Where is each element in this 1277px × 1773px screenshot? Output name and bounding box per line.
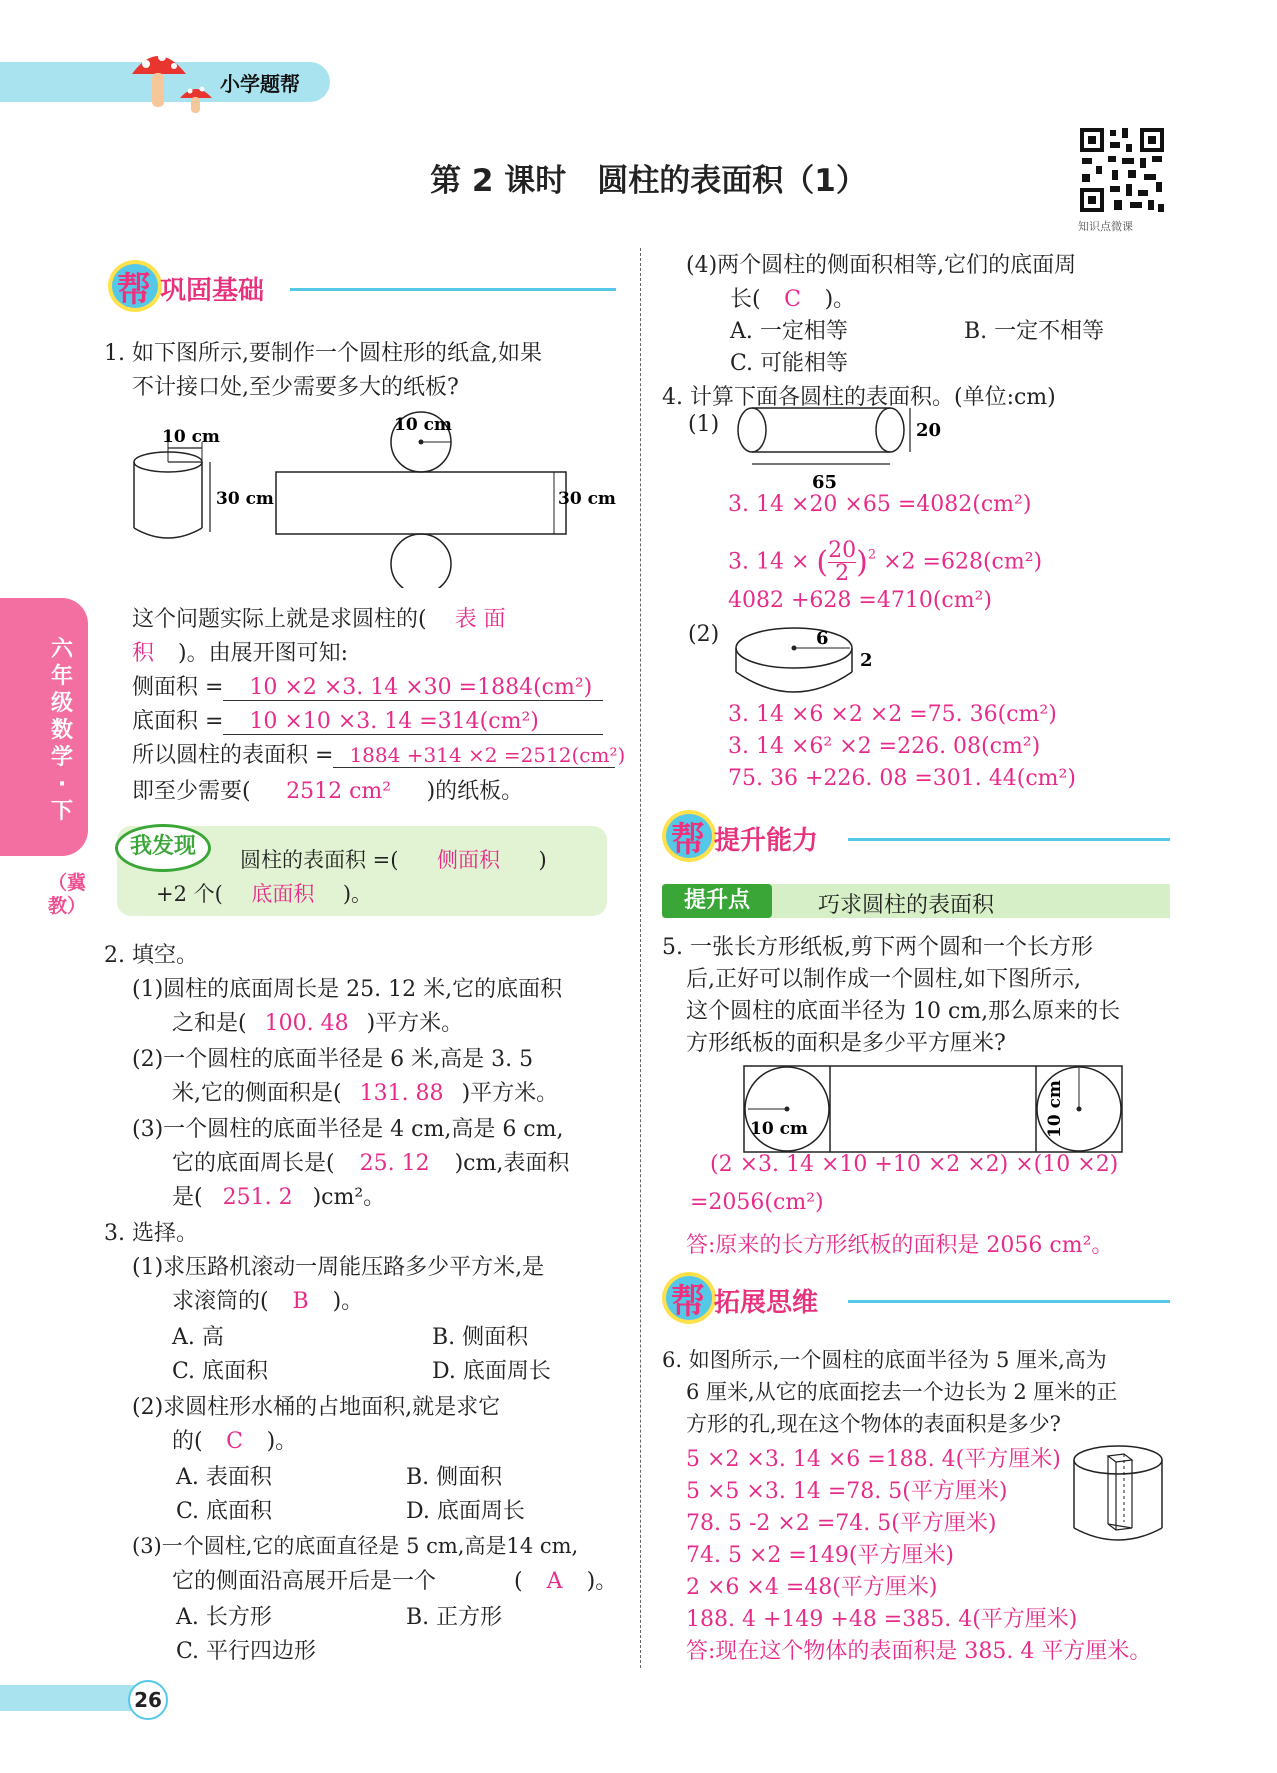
q2-3-line3: 是( 251. 2 )cm²。 xyxy=(172,1185,386,1210)
q4-fig2-height: 2 xyxy=(860,650,873,671)
q3-3-line2: 它的侧面沿高展开后是一个 ( A )。 xyxy=(172,1569,618,1594)
q5-answer-final: 答:原来的长方形纸板的面积是 2056 cm²。 xyxy=(686,1233,1114,1258)
qr-caption: 知识点微课 xyxy=(1078,220,1133,233)
grade-label: 六年级数学·下 xyxy=(50,637,73,824)
q4-fig2-radius: 6 xyxy=(816,628,829,649)
q5-line1: 5. 一张长方形纸板,剪下两个圆和一个长方形 xyxy=(662,935,1093,960)
q3-4-line1: (4)两个圆柱的侧面积相等,它们的底面周 xyxy=(686,253,1077,278)
q1-net-height-label: 30 cm xyxy=(558,489,616,509)
q5-answer-step1: (2 ×3. 14 ×10 +10 ×2 ×2) ×(10 ×2) xyxy=(710,1152,1119,1177)
q6-step1: 5 ×2 ×3. 14 ×6 =188. 4(平方厘米) xyxy=(686,1447,1061,1472)
q4-part2-label: (2) xyxy=(688,622,720,647)
q3-3-line1: (3)一个圆柱,它的底面直径是 5 cm,高是14 cm, xyxy=(132,1534,579,1558)
q3-2-line1: (2)求圆柱形水桶的占地面积,就是求它 xyxy=(132,1395,501,1420)
q6-step6: 188. 4 +149 +48 =385. 4(平方厘米) xyxy=(686,1607,1078,1632)
q1-fig-radius-label: 10 cm xyxy=(162,427,220,447)
q3-1-option-b: B. 侧面积 xyxy=(432,1325,529,1350)
q4-2-step1: 3. 14 ×6 ×2 ×2 =75. 36(cm²) xyxy=(728,702,1057,727)
q2-2-line1: (2)一个圆柱的底面半径是 6 米,高是 3. 5 xyxy=(132,1047,534,1072)
qr-code-icon[interactable] xyxy=(1078,126,1166,214)
q3-2-option-a: A. 表面积 xyxy=(176,1465,272,1490)
q1-fig-height-label: 30 cm xyxy=(216,489,274,509)
q3-4-option-b: B. 一定不相等 xyxy=(964,319,1105,344)
q4-fig1-height: 20 xyxy=(916,420,942,441)
q1-line1: 1. 如下图所示,要制作一个圆柱形的纸盒,如果 xyxy=(104,341,542,366)
q4-cylinder1-figure xyxy=(730,404,960,494)
edition-label: （冀教） xyxy=(48,872,87,917)
q3-2-line2: 的( C )。 xyxy=(172,1429,298,1454)
q1-base-area: 底面积 = 10 ×10 ×3. 14 =314(cm²) xyxy=(132,704,603,735)
q1-answer-surface: 表 面 xyxy=(454,607,506,632)
q3-1-option-d: D. 底面周长 xyxy=(432,1359,551,1384)
discover-line2: +2 个( 底面积 )。 xyxy=(156,882,373,906)
q3-3-option-c: C. 平行四边形 xyxy=(176,1639,317,1664)
section-ability-heading: 帮 提升能力 xyxy=(662,808,1170,864)
section-basics-heading: 帮 巩固基础 xyxy=(108,258,616,314)
q2-3-line1: (3)一个圆柱的底面半径是 4 cm,高是 6 cm, xyxy=(132,1117,564,1142)
q2-3-line2: 它的底面周长是( 25. 12 )cm,表面积 xyxy=(172,1151,570,1176)
q6-step3: 78. 5 -2 ×2 =74. 5(平方厘米) xyxy=(686,1511,997,1536)
q6-line3: 方形的孔,现在这个物体的表面积是多少? xyxy=(686,1412,1061,1436)
raise-point-tag: 提升点 xyxy=(662,884,772,918)
q4-heading: 4. 计算下面各圆柱的表面积。(单位:cm) xyxy=(662,385,1056,410)
q3-heading: 3. 选择。 xyxy=(104,1221,198,1246)
q6-line1: 6. 如图所示,一个圆柱的底面半径为 5 厘米,高为 xyxy=(662,1348,1107,1372)
q1-line2: 不计接口处,至少需要多大的纸板? xyxy=(132,375,459,400)
q5-line4: 方形纸板的面积是多少平方厘米? xyxy=(686,1031,1006,1056)
q2-2-line2: 米,它的侧面积是( 131. 88 )平方米。 xyxy=(172,1081,559,1106)
brand-name: 小学题帮 xyxy=(220,72,300,96)
q1-need: 即至少需要( 2512 cm² )的纸板。 xyxy=(132,779,524,804)
q3-2-option-d: D. 底面周长 xyxy=(406,1499,525,1524)
q4-2-step2: 3. 14 ×6² ×2 =226. 08(cm²) xyxy=(728,734,1041,759)
q1-text-b: 积 )。由展开图可知: xyxy=(132,641,349,666)
q3-3-option-a: A. 长方形 xyxy=(176,1605,272,1630)
q3-2-option-c: C. 底面积 xyxy=(176,1499,273,1524)
q4-cylinder2-figure xyxy=(730,616,890,698)
q4-1-step2: 3. 14 × ( $\frac{20}{2}$ )$^2$ ×2 =628(cm²) xyxy=(728,538,1043,586)
q3-3-option-b: B. 正方形 xyxy=(406,1605,503,1630)
q2-1-line2: 之和是( 100. 48 )平方米。 xyxy=(172,1011,464,1036)
q6-line2: 6 厘米,从它的底面挖去一个边长为 2 厘米的正 xyxy=(686,1380,1118,1404)
q4-part1-label: (1) xyxy=(688,412,720,437)
q2-1-line1: (1)圆柱的底面周长是 25. 12 米,它的底面积 xyxy=(132,977,563,1002)
discover-tag: 我发现 xyxy=(115,824,211,872)
q4-1-step3: 4082 +628 =4710(cm²) xyxy=(728,588,992,613)
q1-net-radius-label: 10 cm xyxy=(394,415,452,435)
page-title: 第 2 课时 圆柱的表面积（1） xyxy=(430,163,867,199)
q5-fig-radius-right: 10 cm xyxy=(1045,1080,1065,1138)
q6-step2: 5 ×5 ×3. 14 =78. 5(平方厘米) xyxy=(686,1479,1008,1504)
q3-4-option-a: A. 一定相等 xyxy=(730,319,848,344)
q6-step5: 2 ×6 ×4 =48(平方厘米) xyxy=(686,1575,938,1600)
q4-fig1-length: 65 xyxy=(812,472,838,493)
q3-1-option-c: C. 底面积 xyxy=(172,1359,269,1384)
q5-answer-step2: =2056(cm²) xyxy=(690,1190,824,1215)
q6-step4: 74. 5 ×2 =149(平方厘米) xyxy=(686,1543,954,1568)
page-number: 26 xyxy=(128,1680,168,1720)
q3-1-line1: (1)求压路机滚动一周能压路多少平方米,是 xyxy=(132,1255,545,1280)
q5-fig-radius-left: 10 cm xyxy=(750,1119,808,1139)
column-divider xyxy=(640,248,641,1668)
q3-1-option-a: A. 高 xyxy=(172,1325,224,1350)
mushroom-icon xyxy=(128,44,228,114)
q5-line2: 后,正好可以制作成一个圆柱,如下图所示, xyxy=(686,967,1081,992)
q1-text-a: 这个问题实际上就是求圆柱的( 表 面 xyxy=(132,607,506,632)
q1-total-area: 所以圆柱的表面积 = 1884 +314 ×2 =2512(cm²) xyxy=(132,743,626,768)
q3-4-option-c: C. 可能相等 xyxy=(730,351,849,376)
q6-cylinder-figure xyxy=(1070,1440,1170,1550)
q3-2-option-b: B. 侧面积 xyxy=(406,1465,503,1490)
section-expand-heading: 帮 拓展思维 xyxy=(662,1270,1170,1326)
q1-side-area: 侧面积 = 10 ×2 ×3. 14 ×30 =1884(cm²) xyxy=(132,670,603,701)
q2-heading: 2. 填空。 xyxy=(104,943,198,968)
q5-figure xyxy=(740,1062,1130,1158)
q1-figure xyxy=(120,408,620,588)
discover-line1: 圆柱的表面积 =( 侧面积 ) xyxy=(240,848,547,872)
q4-2-step3: 75. 36 +226. 08 =301. 44(cm²) xyxy=(728,766,1076,791)
q6-answer-final: 答:现在这个物体的表面积是 385. 4 平方厘米。 xyxy=(686,1639,1152,1664)
q3-4-line2: 长( C )。 xyxy=(730,287,856,312)
q4-1-step1: 3. 14 ×20 ×65 =4082(cm²) xyxy=(728,492,1032,517)
q3-1-line2: 求滚筒的( B )。 xyxy=(172,1289,364,1314)
q5-line3: 这个圆柱的底面半径为 10 cm,那么原来的长 xyxy=(686,999,1121,1024)
raise-point-text: 巧求圆柱的表面积 xyxy=(818,893,995,918)
